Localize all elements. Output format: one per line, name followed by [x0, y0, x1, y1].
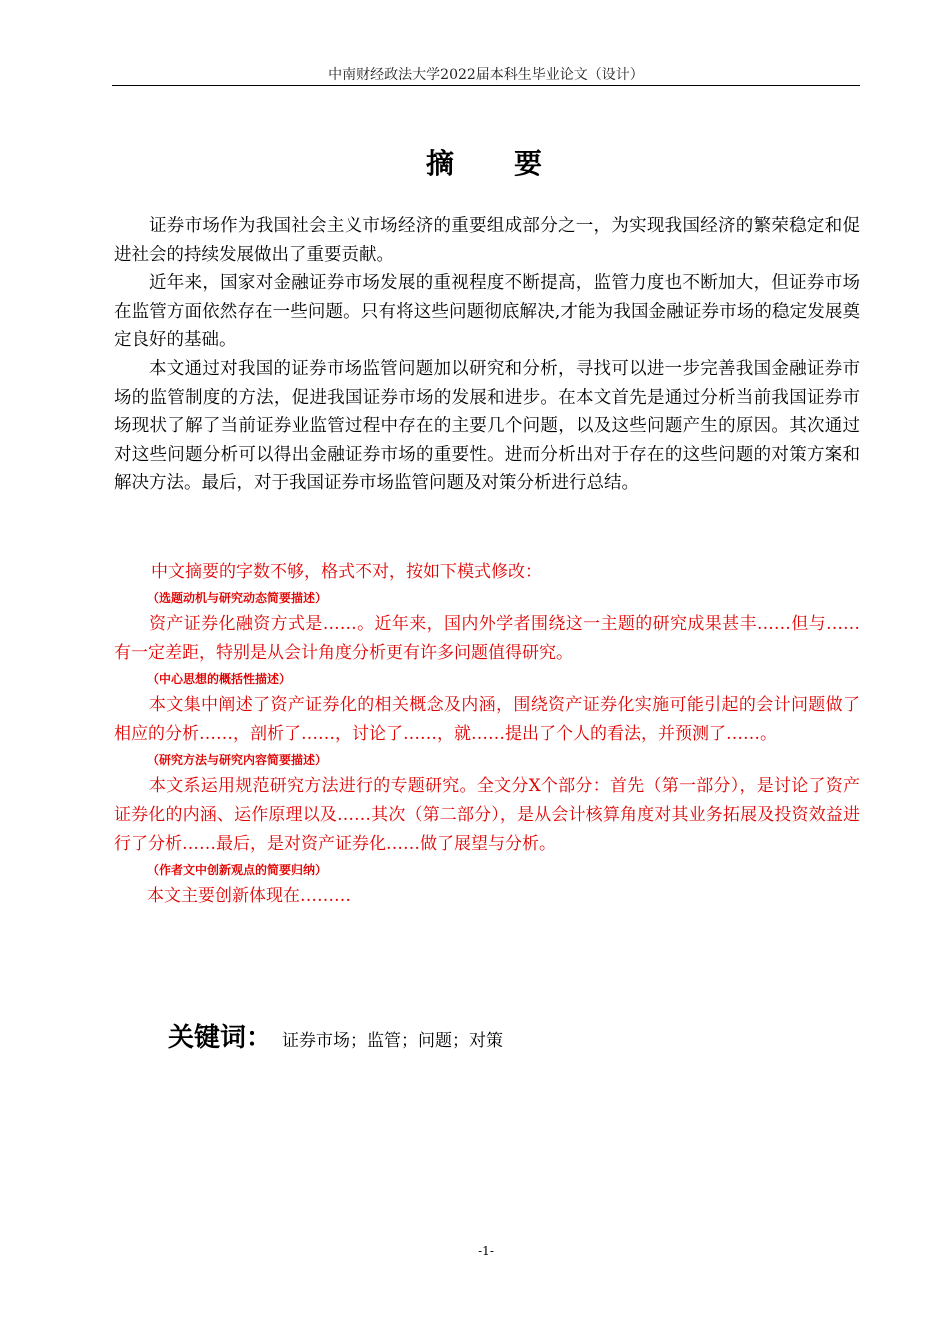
review-comment [114, 558, 860, 910]
review-paragraph-3: 本文系运用规范研究方法进行的专题研究。全文分X个部分：首先（第一部分），是讨论了资产证券化的内涵、运作原理以及……其次（第二部分），是从会计核算角度对其业务拓展及投资效益进行了分析……最后，是对资产证券化……做了展望与分析。 [114, 776, 860, 854]
abstract-paragraph-1: 证券市场作为我国社会主义市场经济的重要组成部分之一，为实现我国经济的繁荣稳定和促进社会的持续发展做出了重要贡献。 [114, 216, 860, 265]
review-paragraph-2: 本文集中阐述了资产证券化的相关概念及内涵，围绕资产证券化实施可能引起的会计问题做了相应的分析……，剖析了……，讨论了……，就……提出了个人的看法，并预测了……。 [114, 695, 860, 744]
keywords-values: 证券市场；监管；问题；对策 [282, 1031, 504, 1051]
review-note-2: （中心思想的概括性描述） [147, 672, 292, 687]
review-note-1: （选题动机与研究动态简要描述） [147, 591, 328, 605]
page-number: -1- [478, 1244, 494, 1258]
review-comment-heading: 中文摘要的字数不够，格式不对，按如下模式修改： [151, 562, 542, 582]
title-char-2: 要 [514, 147, 547, 180]
header-rule [112, 85, 860, 86]
abstract-body [114, 212, 860, 498]
title-char-1: 摘 [425, 147, 458, 180]
review-note-4: （作者文中创新观点的简要归纳） [147, 863, 328, 878]
review-note-3: （研究方法与研究内容简要描述） [147, 753, 328, 768]
keywords-line [168, 1017, 503, 1054]
review-paragraph-1: 资产证券化融资方式是……。近年来，国内外学者围绕这一主题的研究成果甚丰……但与……有一定差距，特别是从会计角度分析更有许多问题值得研究。 [114, 614, 860, 663]
running-header: 中南财经政法大学2022届本科生毕业论文（设计） [328, 67, 644, 83]
review-line-5: 本文主要创新体现在……… [147, 886, 351, 907]
abstract-title [112, 144, 860, 184]
keywords-label: 关键词： [168, 1023, 273, 1053]
abstract-paragraph-3: 本文通过对我国的证券市场监管问题加以研究和分析，寻找可以进一步完善我国金融证券市场的监管制度的方法，促进我国证券市场的发展和进步。在本文首先是通过分析当前我国证券市场现状了解了当前证券业监管过程中存在的主要几个问题，以及这些问题产生的原因。其次通过对这些问题分析可以得出金融证券市场的重要性。进而分析出对于存在的这些问题的对策方案和解决方法。最后，对于我国证券市场监管问题及对策分析进行总结。 [114, 358, 860, 494]
abstract-paragraph-2: 近年来，国家对金融证券市场发展的重视程度不断提高，监管力度也不断加大，但证券市场在监管方面依然存在一些问题。只有将这些问题彻底解决,才能为我国金融证券市场的稳定发展奠定良好的基础。 [114, 273, 860, 351]
